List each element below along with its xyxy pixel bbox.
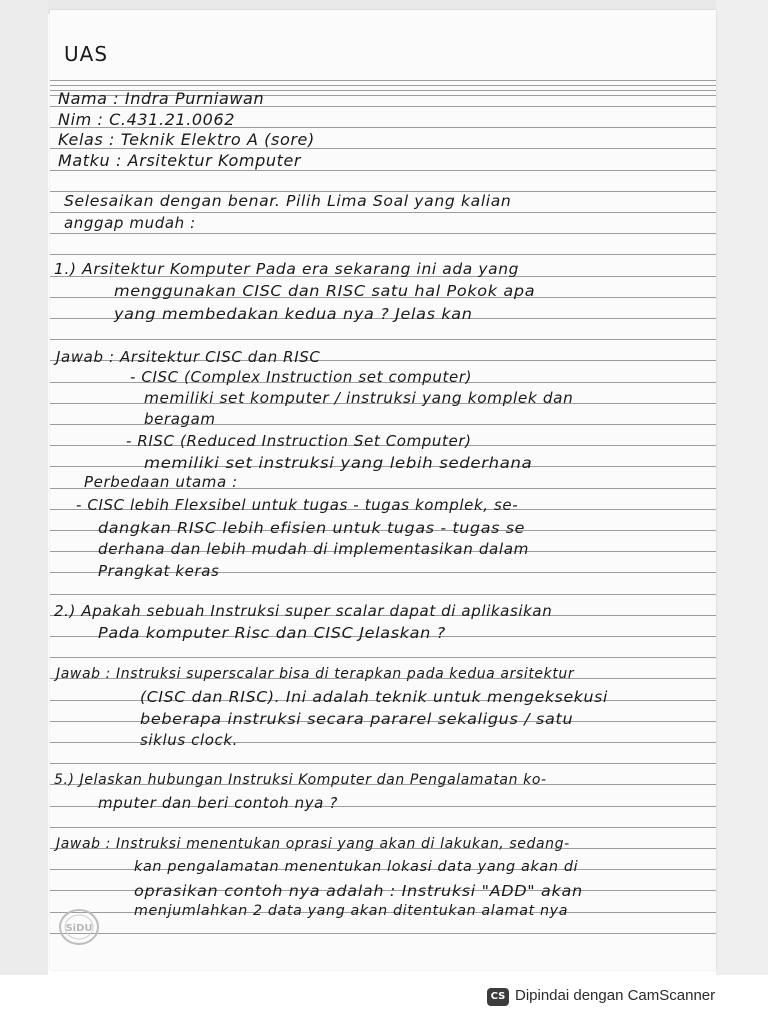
answer-1-line: - CISC (Complex Instruction set computer) bbox=[130, 368, 473, 386]
ruled-line bbox=[50, 170, 716, 171]
ruled-line bbox=[50, 85, 716, 86]
answer-2-line: siklus clock. bbox=[140, 731, 239, 749]
ruled-line bbox=[50, 933, 716, 934]
answer-5-line: oprasikan contoh nya adalah : Instruksi "ADD" akan bbox=[134, 882, 583, 900]
answer-1-line: beragam bbox=[144, 410, 216, 428]
question-1-line: 1.) Arsitektur Komputer Pada era sekarang ini ada yang bbox=[54, 260, 520, 278]
answer-1-line: derhana dan lebih mudah di implementasikan dalam bbox=[98, 540, 530, 558]
answer-1-line: Jawab : Arsitektur CISC dan RISC bbox=[56, 348, 321, 366]
answer-1-line: Prangkat keras bbox=[98, 562, 220, 580]
answer-5-line: menjumlahkan 2 data yang akan ditentukan alamat nya bbox=[134, 903, 569, 919]
question-2-line: 2.) Apakah sebuah Instruksi super scalar dapat di aplikasikan bbox=[54, 602, 553, 620]
question-5-line: mputer dan beri contoh nya ? bbox=[98, 794, 338, 812]
ruled-line bbox=[50, 827, 716, 828]
header-nama: Nama : Indra Purniawan bbox=[58, 89, 265, 108]
ruled-line bbox=[50, 233, 716, 234]
svg-text:SiDU: SiDU bbox=[65, 923, 93, 934]
question-1-line: yang membedakan kedua nya ? Jelas kan bbox=[114, 305, 473, 323]
camscanner-logo-icon: CS bbox=[487, 988, 509, 1006]
question-1-line: menggunakan CISC dan RISC satu hal Pokok apa bbox=[114, 282, 536, 300]
answer-5-line: Jawab : Instruksi menentukan oprasi yang akan di lakukan, sedang- bbox=[56, 836, 570, 852]
camscanner-label: Dipindai dengan CamScanner bbox=[515, 987, 716, 1004]
ruled-line bbox=[50, 594, 716, 595]
lined-paper-sheet bbox=[50, 10, 716, 970]
ruled-line bbox=[50, 339, 716, 340]
scan-background-right bbox=[716, 0, 768, 975]
header-matku: Matku : Arsitektur Komputer bbox=[58, 151, 302, 170]
question-5-line: 5.) Jelaskan hubungan Instruksi Komputer dan Pengalamatan ko- bbox=[54, 772, 547, 788]
scan-background-left bbox=[0, 0, 48, 975]
answer-2-line: Jawab : Instruksi superscalar bisa di terapkan pada kedua arsitektur bbox=[56, 666, 575, 682]
answer-1-line: Perbedaan utama : bbox=[84, 473, 238, 491]
instruction-line: anggap mudah : bbox=[64, 214, 196, 232]
page-title: UAS bbox=[64, 42, 109, 66]
header-nim: Nim : C.431.21.0062 bbox=[58, 110, 236, 129]
answer-5-line: kan pengalamatan menentukan lokasi data yang akan di bbox=[134, 859, 579, 875]
ruled-line bbox=[50, 763, 716, 764]
question-2-line: Pada komputer Risc dan CISC Jelaskan ? bbox=[98, 624, 446, 642]
header-kelas: Kelas : Teknik Elektro A (sore) bbox=[58, 130, 315, 149]
answer-2-line: beberapa instruksi secara pararel sekaligus / satu bbox=[140, 710, 574, 728]
answer-1-line: - CISC lebih Flexsibel untuk tugas - tugas komplek, se- bbox=[76, 496, 519, 514]
answer-1-line: dangkan RISC lebih efisien untuk tugas - tugas se bbox=[98, 519, 526, 537]
sidu-paper-logo bbox=[58, 907, 100, 947]
answer-2-line: (CISC dan RISC). Ini adalah teknik untuk mengeksekusi bbox=[140, 688, 609, 706]
ruled-line bbox=[50, 212, 716, 213]
ruled-line bbox=[50, 254, 716, 255]
answer-1-line: memiliki set komputer / instruksi yang komplek dan bbox=[144, 389, 574, 407]
ruled-line bbox=[50, 80, 716, 81]
ruled-line bbox=[50, 657, 716, 658]
answer-1-line: memiliki set instruksi yang lebih sederhana bbox=[144, 454, 533, 472]
answer-1-line: - RISC (Reduced Instruction Set Computer) bbox=[126, 432, 472, 450]
instruction-line: Selesaikan dengan benar. Pilih Lima Soal yang kalian bbox=[64, 192, 512, 210]
